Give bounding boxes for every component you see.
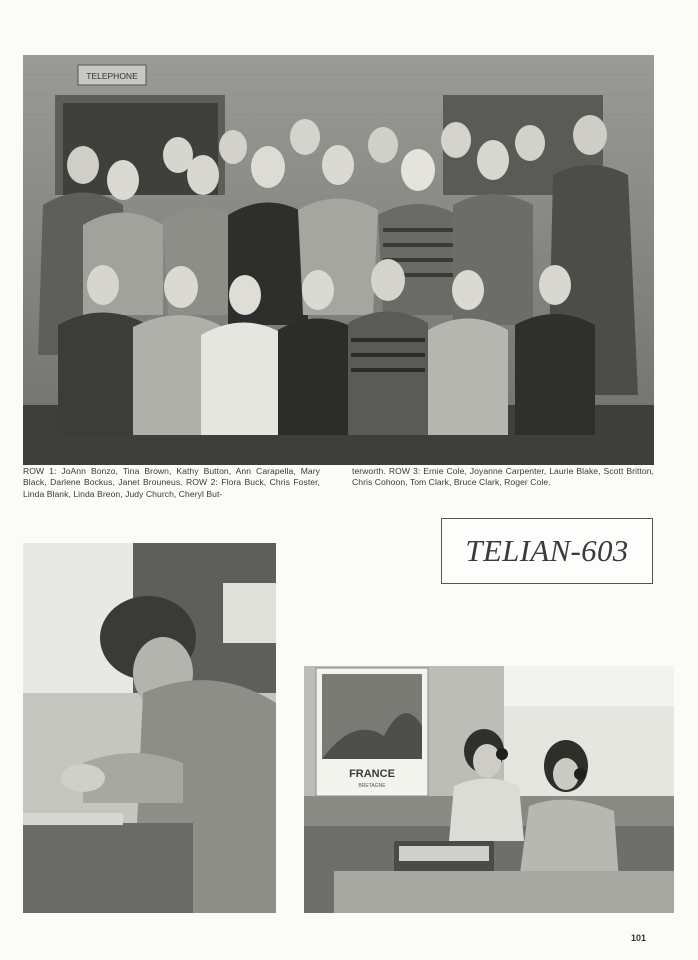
student-reading-photo <box>23 543 276 913</box>
page-number: 101 <box>631 933 647 943</box>
poster-subtitle: BRETAGNE <box>358 783 386 789</box>
telephone-sign-text: TELEPHONE <box>86 71 138 81</box>
group-photo-image <box>23 55 654 465</box>
student-reading-image <box>23 543 276 913</box>
group-photo <box>23 55 654 465</box>
caption-right: terworth. ROW 3: Ernie Cole, Joyanne Carpenter, Laurie Blake, Scott Britton, Chris Cohoon, Tom Clark, Bruce Clark, Roger Cole. <box>352 466 654 488</box>
language-lab-photo <box>304 666 674 913</box>
poster-title: FRANCE <box>349 768 395 780</box>
caption-left: ROW 1: JoAnn Bonzo, Tina Brown, Kathy Button, Ann Carapella, Mary Black, Darlene Bockus, Janet Brouneus. ROW 2: Flora Buck, Chris Foster, Linda Blank, Linda Breon, Judy Church, Cheryl But- <box>23 466 320 499</box>
section-title: TELIAN-603 <box>465 533 629 568</box>
section-title-box <box>441 518 653 584</box>
language-lab-image <box>304 666 674 913</box>
